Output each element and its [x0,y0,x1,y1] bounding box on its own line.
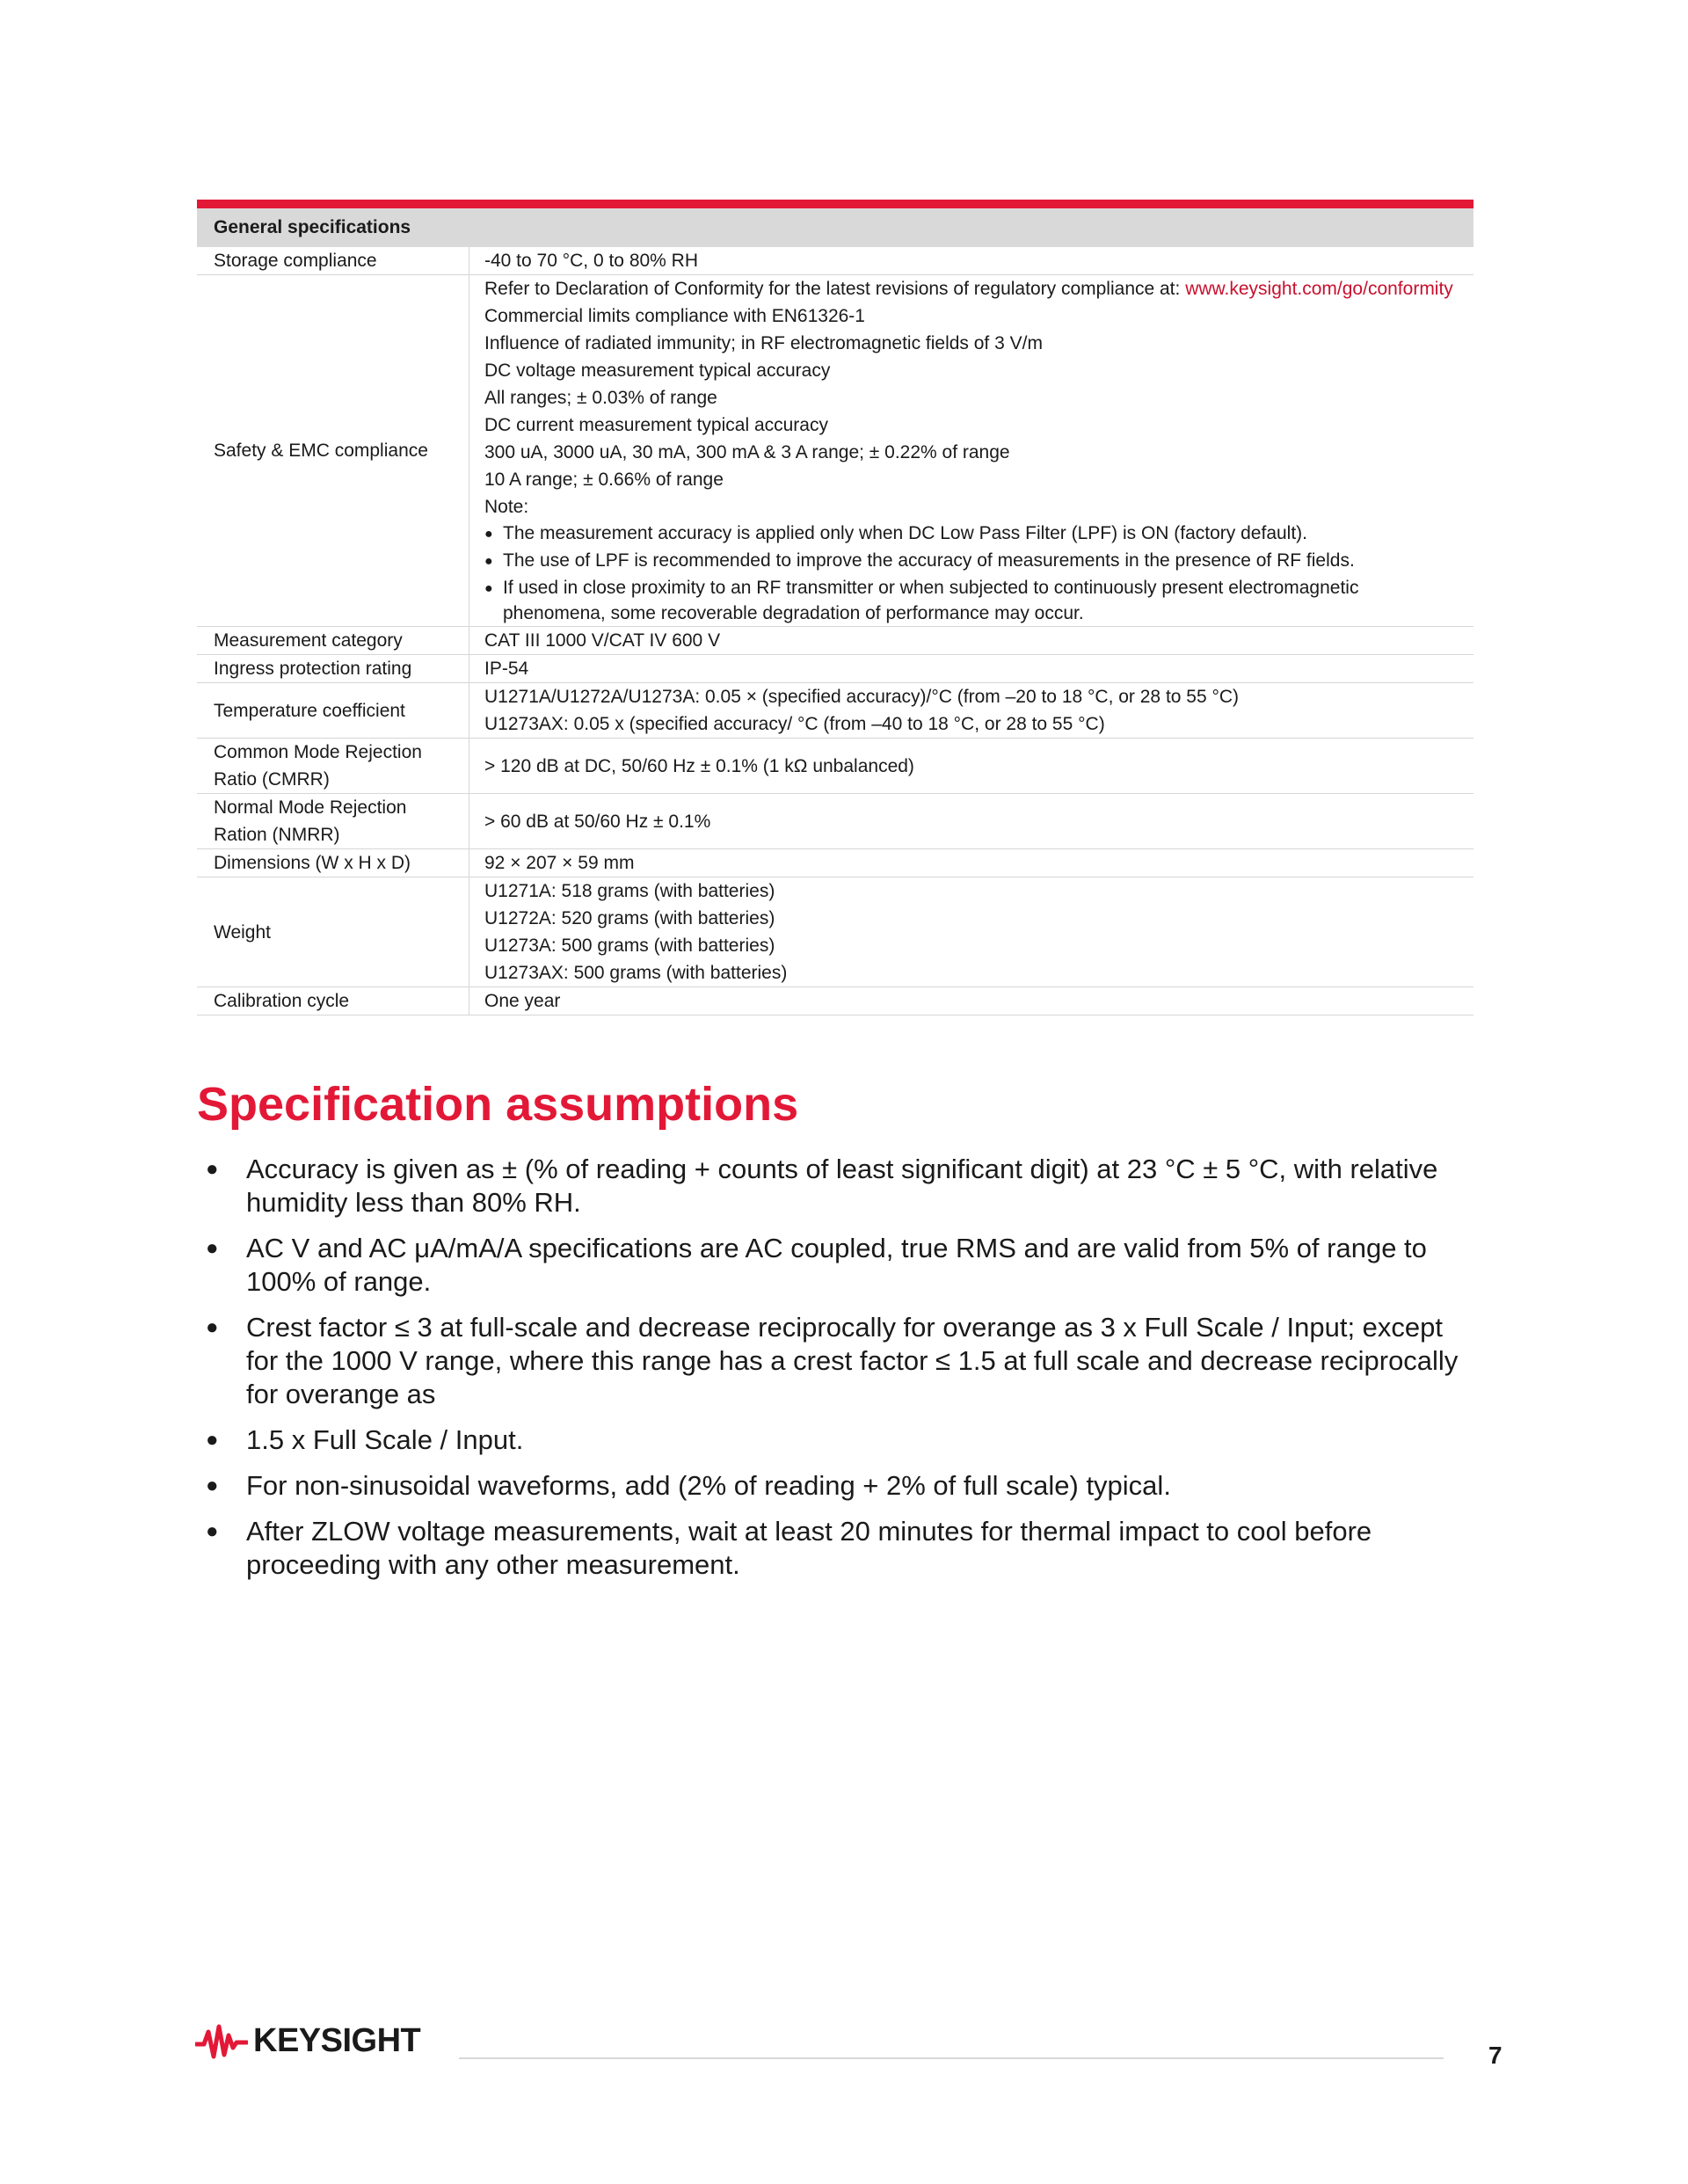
row-label: Safety & EMC compliance [197,275,469,626]
bullet-icon: ● [484,554,493,569]
row-value [469,247,1473,274]
bullet-icon: ● [206,1428,219,1452]
list-item [197,1423,1481,1457]
bullet-icon: ● [206,1519,219,1543]
list-item-text: Accuracy is given as ± (% of reading + counts of least significant digit) at 23 °C ± 5 °C, with relative humidity less than 80% RH. [246,1154,1438,1218]
row-label: Temperature coefficient [197,683,469,738]
row-label: Ingress protection rating [197,655,469,682]
list-item [197,1515,1481,1582]
keysight-logo [195,2022,420,2060]
note-bullet [484,521,1465,548]
value-line: 92 × 207 × 59 mm [484,853,635,873]
row-value [469,627,1473,654]
list-item [197,1153,1481,1219]
value-line: DC current measurement typical accuracy [484,415,828,435]
value-line: 10 A range; ± 0.66% of range [484,470,724,490]
value-line: IP-54 [484,659,529,679]
list-item [197,1232,1481,1299]
keysight-waveform-icon [195,2023,248,2060]
table-row [197,877,1473,987]
table-row [197,794,1473,849]
list-item-text: AC V and AC μA/mA/A specifications are AC coupled, true RMS and are valid from 5% of range to 100% of range. [246,1233,1427,1297]
value-line: Commercial limits compliance with EN61326-1 [484,306,865,326]
value-line: U1271A/U1272A/U1273A: 0.05 × (specified accuracy)/°C (from –20 to 18 °C, or 28 to 55 °C) [484,687,1240,707]
bullet-icon: ● [206,1157,219,1181]
bullet-icon: ● [484,581,493,596]
general-specifications-table [197,200,1473,1016]
row-value [469,275,1473,626]
table-row [197,655,1473,683]
list-item [197,1469,1481,1503]
row-value [469,794,1473,848]
table-header-row [197,208,1473,247]
footer-divider [459,2057,1444,2059]
value-line: -40 to 70 °C, 0 to 80% RH [484,251,699,271]
value-line: One year [484,991,561,1011]
list-item-text: 1.5 x Full Scale / Input. [246,1424,524,1455]
list-item-text: After ZLOW voltage measurements, wait at least 20 minutes for thermal impact to cool before proceeding with any other measurement. [246,1516,1372,1580]
table-row [197,987,1473,1016]
value-line: Influence of radiated immunity; in RF electromagnetic fields of 3 V/m [484,333,1043,353]
row-value [469,877,1473,986]
note-bullet [484,575,1465,626]
assumptions-list [197,1153,1481,1594]
brand-name: KEYSIGHT [253,2022,421,2059]
list-item-text: For non-sinusoidal waveforms, add (2% of reading + 2% of full scale) typical. [246,1470,1171,1501]
value-line: 300 uA, 3000 uA, 30 mA, 300 mA & 3 A range; ± 0.22% of range [484,442,1010,462]
table-header: General specifications [214,217,411,237]
conformity-link[interactable]: www.keysight.com/go/conformity [1185,279,1453,299]
value-line: CAT III 1000 V/CAT IV 600 V [484,630,721,651]
row-label: Storage compliance [197,247,469,274]
row-value [469,849,1473,877]
section-title: Specification assumptions [197,1078,799,1131]
conformity-line [484,275,1465,302]
table-row [197,683,1473,739]
table-row [197,247,1473,275]
table-row [197,849,1473,877]
value-line: U1273AX: 500 grams (with batteries) [484,963,788,983]
row-label: Normal Mode Rejection Ration (NMRR) [197,794,469,848]
row-label: Calibration cycle [197,987,469,1015]
value-line: DC voltage measurement typical accuracy [484,360,831,381]
row-value [469,683,1473,738]
row-label: Measurement category [197,627,469,654]
table-row [197,275,1473,627]
row-label: Weight [197,877,469,986]
value-line: All ranges; ± 0.03% of range [484,388,717,408]
list-item [197,1311,1481,1411]
bullet-icon: ● [206,1474,219,1497]
note-bullet [484,548,1465,575]
table-row [197,627,1473,655]
note-text: If used in close proximity to an RF transmitter or when subjected to continuously present electromagnetic phenomena, some recoverable degradation of performance may occur. [503,578,1359,623]
table-row [197,739,1473,794]
page-number: 7 [1488,2042,1502,2069]
note-text: The measurement accuracy is applied only when DC Low Pass Filter (LPF) is ON (factory default). [503,523,1308,543]
value-line: U1271A: 518 grams (with batteries) [484,881,775,901]
conformity-text: Refer to Declaration of Conformity for the latest revisions of regulatory compliance at: [484,279,1186,299]
bullet-icon: ● [484,527,493,542]
row-label: Dimensions (W x H x D) [197,849,469,877]
row-value [469,655,1473,682]
bullet-icon: ● [206,1236,219,1260]
value-line: U1273AX: 0.05 x (specified accuracy/ °C (from –40 to 18 °C, or 28 to 55 °C) [484,714,1105,734]
table-accent-bar [197,200,1473,208]
value-line: U1272A: 520 grams (with batteries) [484,908,775,928]
bullet-icon: ● [206,1315,219,1339]
row-value [469,987,1473,1015]
row-label: Common Mode Rejection Ratio (CMRR) [197,739,469,793]
value-line: > 60 dB at 50/60 Hz ± 0.1% [484,811,711,832]
value-line: Note: [484,497,529,517]
value-line: > 120 dB at DC, 50/60 Hz ± 0.1% (1 kΩ unbalanced) [484,755,914,776]
row-value [469,739,1473,793]
value-line: U1273A: 500 grams (with batteries) [484,935,775,956]
note-text: The use of LPF is recommended to improve the accuracy of measurements in the presence of RF fields. [503,550,1355,571]
list-item-text: Crest factor ≤ 3 at full-scale and decrease reciprocally for overange as 3 x Full Scale / Input; except for the 1000 V range, where this range has a crest factor ≤ 1.5 at full scale and decrease reciprocally for overange as [246,1312,1459,1409]
